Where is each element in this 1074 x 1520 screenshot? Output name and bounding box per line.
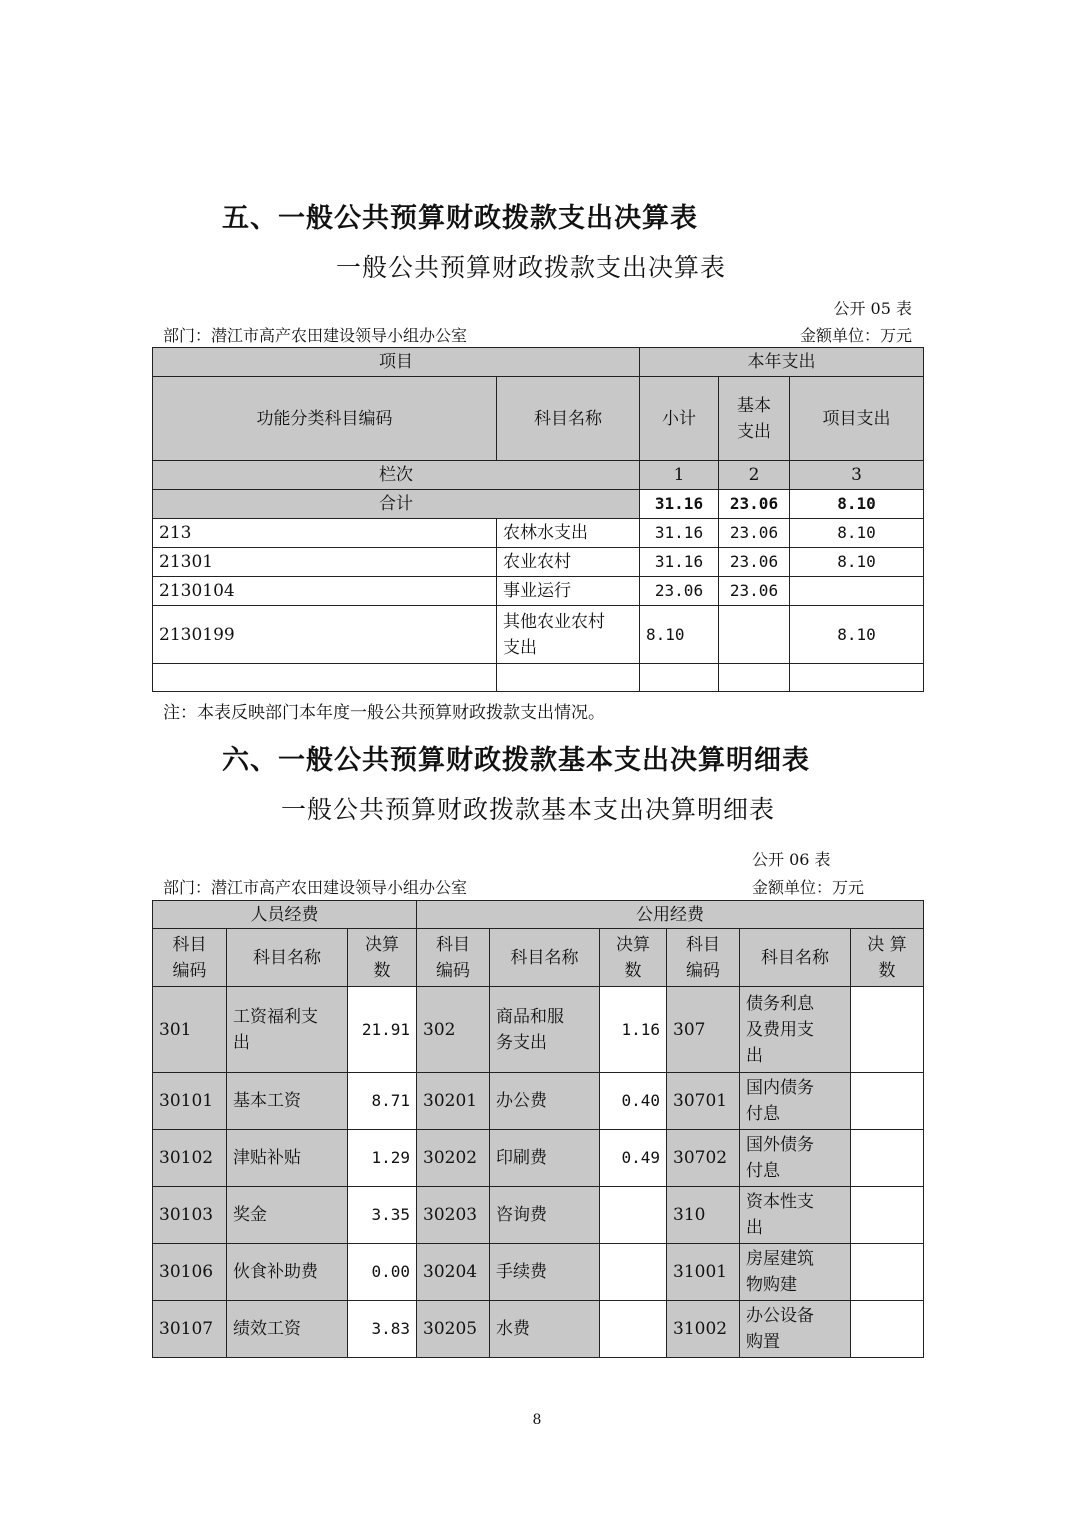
row-subtotal: 8.10	[640, 606, 719, 664]
public-code-2: 30702	[667, 1130, 740, 1187]
table-row	[153, 548, 924, 577]
header-name: 科目名称	[490, 929, 600, 987]
total-subtotal: 31.16	[640, 490, 719, 519]
public-code: 302	[417, 987, 490, 1073]
section5-unit: 金额单位：万元	[799, 326, 912, 345]
row-basic: 23.06	[719, 577, 790, 606]
header-amount: 决算 数	[600, 929, 667, 987]
row-project: 8.10	[790, 606, 924, 664]
public-amount-2	[851, 1073, 924, 1130]
header-personnel: 人员经费	[153, 901, 417, 929]
header-code: 科目 编码	[417, 929, 490, 987]
row-name: 农林水支出	[497, 519, 640, 548]
row-subtotal: 23.06	[640, 577, 719, 606]
header-name: 科目名称	[227, 929, 348, 987]
personnel-name: 津贴补贴	[227, 1130, 348, 1187]
personnel-name: 工资福利支 出	[227, 987, 348, 1073]
header-amount: 决算 数	[348, 929, 417, 987]
row-code: 21301	[153, 548, 497, 577]
personnel-amount: 8.71	[348, 1073, 417, 1130]
public-amount-2	[851, 1187, 924, 1244]
section5-note: 注：本表反映部门本年度一般公共预算财政拨款支出情况。	[163, 703, 605, 723]
public-name-2: 债务利息 及费用支 出	[740, 987, 851, 1073]
row-code: 213	[153, 519, 497, 548]
header-name: 科目名称	[740, 929, 851, 987]
row-name: 农业农村	[497, 548, 640, 577]
header-code: 科目 编码	[667, 929, 740, 987]
public-code-2: 307	[667, 987, 740, 1073]
row-name: 事业运行	[497, 577, 640, 606]
section5-table-number: 公开 05 表	[833, 299, 912, 318]
row-project	[790, 577, 924, 606]
section6-table-number: 公开 06 表	[752, 850, 831, 869]
header-name: 科目名称	[497, 377, 640, 461]
empty-row	[153, 664, 924, 692]
personnel-name: 基本工资	[227, 1073, 348, 1130]
public-amount	[600, 1244, 667, 1301]
public-name: 水费	[490, 1301, 600, 1358]
personnel-amount: 21.91	[348, 987, 417, 1073]
personnel-name: 伙食补助费	[227, 1244, 348, 1301]
personnel-code: 30102	[153, 1130, 227, 1187]
row-project: 8.10	[790, 548, 924, 577]
public-amount	[600, 1187, 667, 1244]
table-row	[153, 1301, 924, 1358]
header-code: 功能分类科目编码	[153, 377, 497, 461]
table-row	[153, 1073, 924, 1130]
public-amount: 0.40	[600, 1073, 667, 1130]
personnel-amount: 3.83	[348, 1301, 417, 1358]
public-code: 30201	[417, 1073, 490, 1130]
header-amount: 决 算 数	[851, 929, 924, 987]
total-label: 合计	[153, 490, 640, 519]
public-amount-2	[851, 987, 924, 1073]
public-name-2: 国外债务 付息	[740, 1130, 851, 1187]
table-row	[153, 1187, 924, 1244]
section6-unit: 金额单位：万元	[752, 878, 865, 897]
row-basic: 23.06	[719, 519, 790, 548]
table-row	[153, 1130, 924, 1187]
table-row	[153, 987, 924, 1073]
column-index-1: 1	[640, 461, 719, 490]
public-amount: 0.49	[600, 1130, 667, 1187]
public-code: 30205	[417, 1301, 490, 1358]
public-code-2: 31001	[667, 1244, 740, 1301]
row-basic: 23.06	[719, 548, 790, 577]
public-amount-2	[851, 1130, 924, 1187]
header-basic: 基本 支出	[719, 377, 790, 461]
public-amount-2	[851, 1244, 924, 1301]
personnel-amount: 0.00	[348, 1244, 417, 1301]
personnel-code: 30101	[153, 1073, 227, 1130]
personnel-name: 奖金	[227, 1187, 348, 1244]
header-current-year: 本年支出	[640, 348, 924, 377]
public-code-2: 30701	[667, 1073, 740, 1130]
row-subtotal: 31.16	[640, 548, 719, 577]
public-name-2: 国内债务 付息	[740, 1073, 851, 1130]
public-name: 咨询费	[490, 1187, 600, 1244]
row-code: 2130104	[153, 577, 497, 606]
public-name: 手续费	[490, 1244, 600, 1301]
header-public: 公用经费	[417, 901, 924, 929]
public-code-2: 31002	[667, 1301, 740, 1358]
personnel-code: 30106	[153, 1244, 227, 1301]
public-name: 印刷费	[490, 1130, 600, 1187]
public-amount: 1.16	[600, 987, 667, 1073]
section6-subtitle: 一般公共预算财政拨款基本支出决算明细表	[281, 795, 776, 824]
public-amount	[600, 1301, 667, 1358]
public-name-2: 资本性支 出	[740, 1187, 851, 1244]
header-item: 项目	[153, 348, 640, 377]
header-subtotal: 小计	[640, 377, 719, 461]
row-code: 2130199	[153, 606, 497, 664]
section6-heading: 六、一般公共预算财政拨款基本支出决算明细表	[222, 745, 810, 776]
table-row	[153, 519, 924, 548]
column-index-label: 栏次	[153, 461, 640, 490]
public-name: 商品和服 务支出	[490, 987, 600, 1073]
row-name: 其他农业农村 支出	[497, 606, 640, 664]
section6-department: 部门：潜江市高产农田建设领导小组办公室	[163, 878, 468, 897]
public-code: 30204	[417, 1244, 490, 1301]
section5-department: 部门：潜江市高产农田建设领导小组办公室	[163, 326, 468, 345]
header-code: 科目 编码	[153, 929, 227, 987]
public-code: 30203	[417, 1187, 490, 1244]
public-name-2: 办公设备 购置	[740, 1301, 851, 1358]
section5-heading: 五、一般公共预算财政拨款支出决算表	[222, 203, 698, 234]
column-index-2: 2	[719, 461, 790, 490]
public-code: 30202	[417, 1130, 490, 1187]
table-row	[153, 577, 924, 606]
public-name-2: 房屋建筑 物购建	[740, 1244, 851, 1301]
personnel-amount: 1.29	[348, 1130, 417, 1187]
expenditure-table	[152, 347, 924, 692]
header-project: 项目支出	[790, 377, 924, 461]
total-basic: 23.06	[719, 490, 790, 519]
row-subtotal: 31.16	[640, 519, 719, 548]
page-number: 8	[532, 1412, 542, 1428]
row-project: 8.10	[790, 519, 924, 548]
personnel-name: 绩效工资	[227, 1301, 348, 1358]
personnel-code: 301	[153, 987, 227, 1073]
row-basic	[719, 606, 790, 664]
basic-expenditure-table	[152, 900, 924, 1358]
personnel-code: 30103	[153, 1187, 227, 1244]
column-index-3: 3	[790, 461, 924, 490]
public-amount-2	[851, 1301, 924, 1358]
personnel-code: 30107	[153, 1301, 227, 1358]
public-code-2: 310	[667, 1187, 740, 1244]
section5-subtitle: 一般公共预算财政拨款支出决算表	[336, 253, 727, 282]
table-row	[153, 606, 924, 664]
table-row	[153, 1244, 924, 1301]
public-name: 办公费	[490, 1073, 600, 1130]
total-project: 8.10	[790, 490, 924, 519]
personnel-amount: 3.35	[348, 1187, 417, 1244]
